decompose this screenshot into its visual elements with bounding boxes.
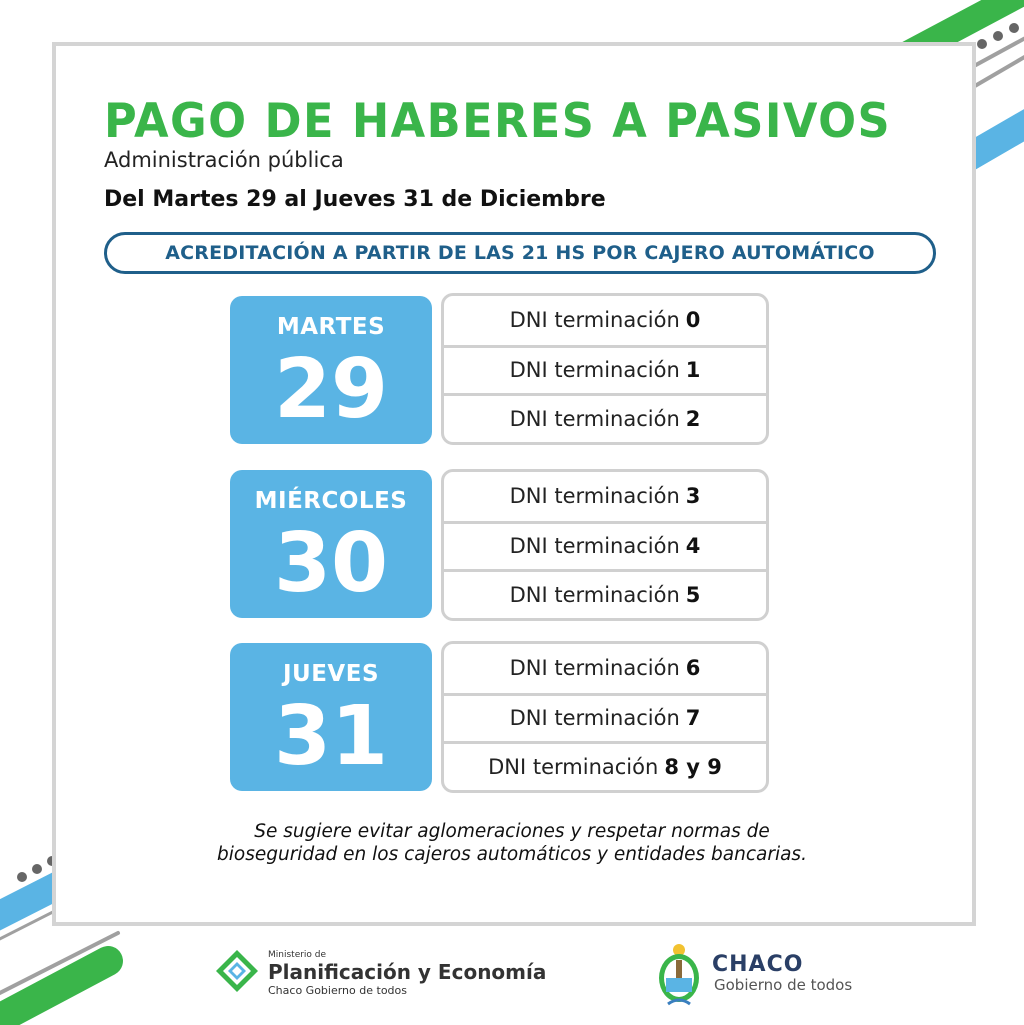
dni-row: DNI terminación 0 (509, 308, 701, 333)
dni-list-martes (441, 293, 769, 445)
ministerio-prefix: Ministerio de (268, 950, 327, 960)
ministerio-name: Planificación y Economía (268, 960, 547, 984)
day-card-martes (230, 296, 432, 444)
biosafety-note: Se sugiere evitar aglomeraciones y respetar normas de bioseguridad en los cajeros automáticos y entidades bancarias. (217, 821, 807, 865)
day-number: 31 (273, 689, 389, 784)
day-number: 30 (273, 516, 389, 611)
dni-row: DNI terminación 1 (444, 345, 766, 394)
ministerio-tagline: Chaco Gobierno de todos (268, 984, 407, 997)
dni-list-miercoles (441, 469, 769, 621)
date-range: Del Martes 29 al Jueves 31 de Diciembre (104, 187, 606, 212)
day-number: 29 (273, 342, 389, 437)
day-name: JUEVES (282, 661, 380, 687)
dni-row: DNI terminación 5 (444, 569, 766, 618)
day-name: MARTES (276, 314, 386, 340)
dni-row: DNI terminación 3 (509, 484, 701, 509)
ministerio-logo-icon (214, 948, 260, 994)
chaco-tagline: Gobierno de todos (714, 976, 853, 994)
dni-row: DNI terminación 8 y 9 (444, 741, 766, 790)
day-card-jueves (230, 643, 432, 791)
dni-row: DNI terminación 6 (509, 656, 701, 681)
dni-row: DNI terminación 4 (444, 521, 766, 570)
accreditation-banner: ACREDITACIÓN A PARTIR DE LAS 21 HS POR CAJERO AUTOMÁTICO (104, 232, 936, 274)
dni-row: DNI terminación 2 (444, 393, 766, 442)
subtitle: Administración pública (104, 148, 344, 172)
day-name: MIÉRCOLES (254, 488, 408, 514)
dni-row: DNI terminación 7 (444, 693, 766, 742)
dni-list-jueves (441, 641, 769, 793)
page-title: PAGO DE HABERES A PASIVOS (104, 94, 892, 149)
chaco-seal-icon (654, 940, 704, 1008)
day-card-miercoles (230, 470, 432, 618)
chaco-name: CHACO (712, 952, 804, 977)
